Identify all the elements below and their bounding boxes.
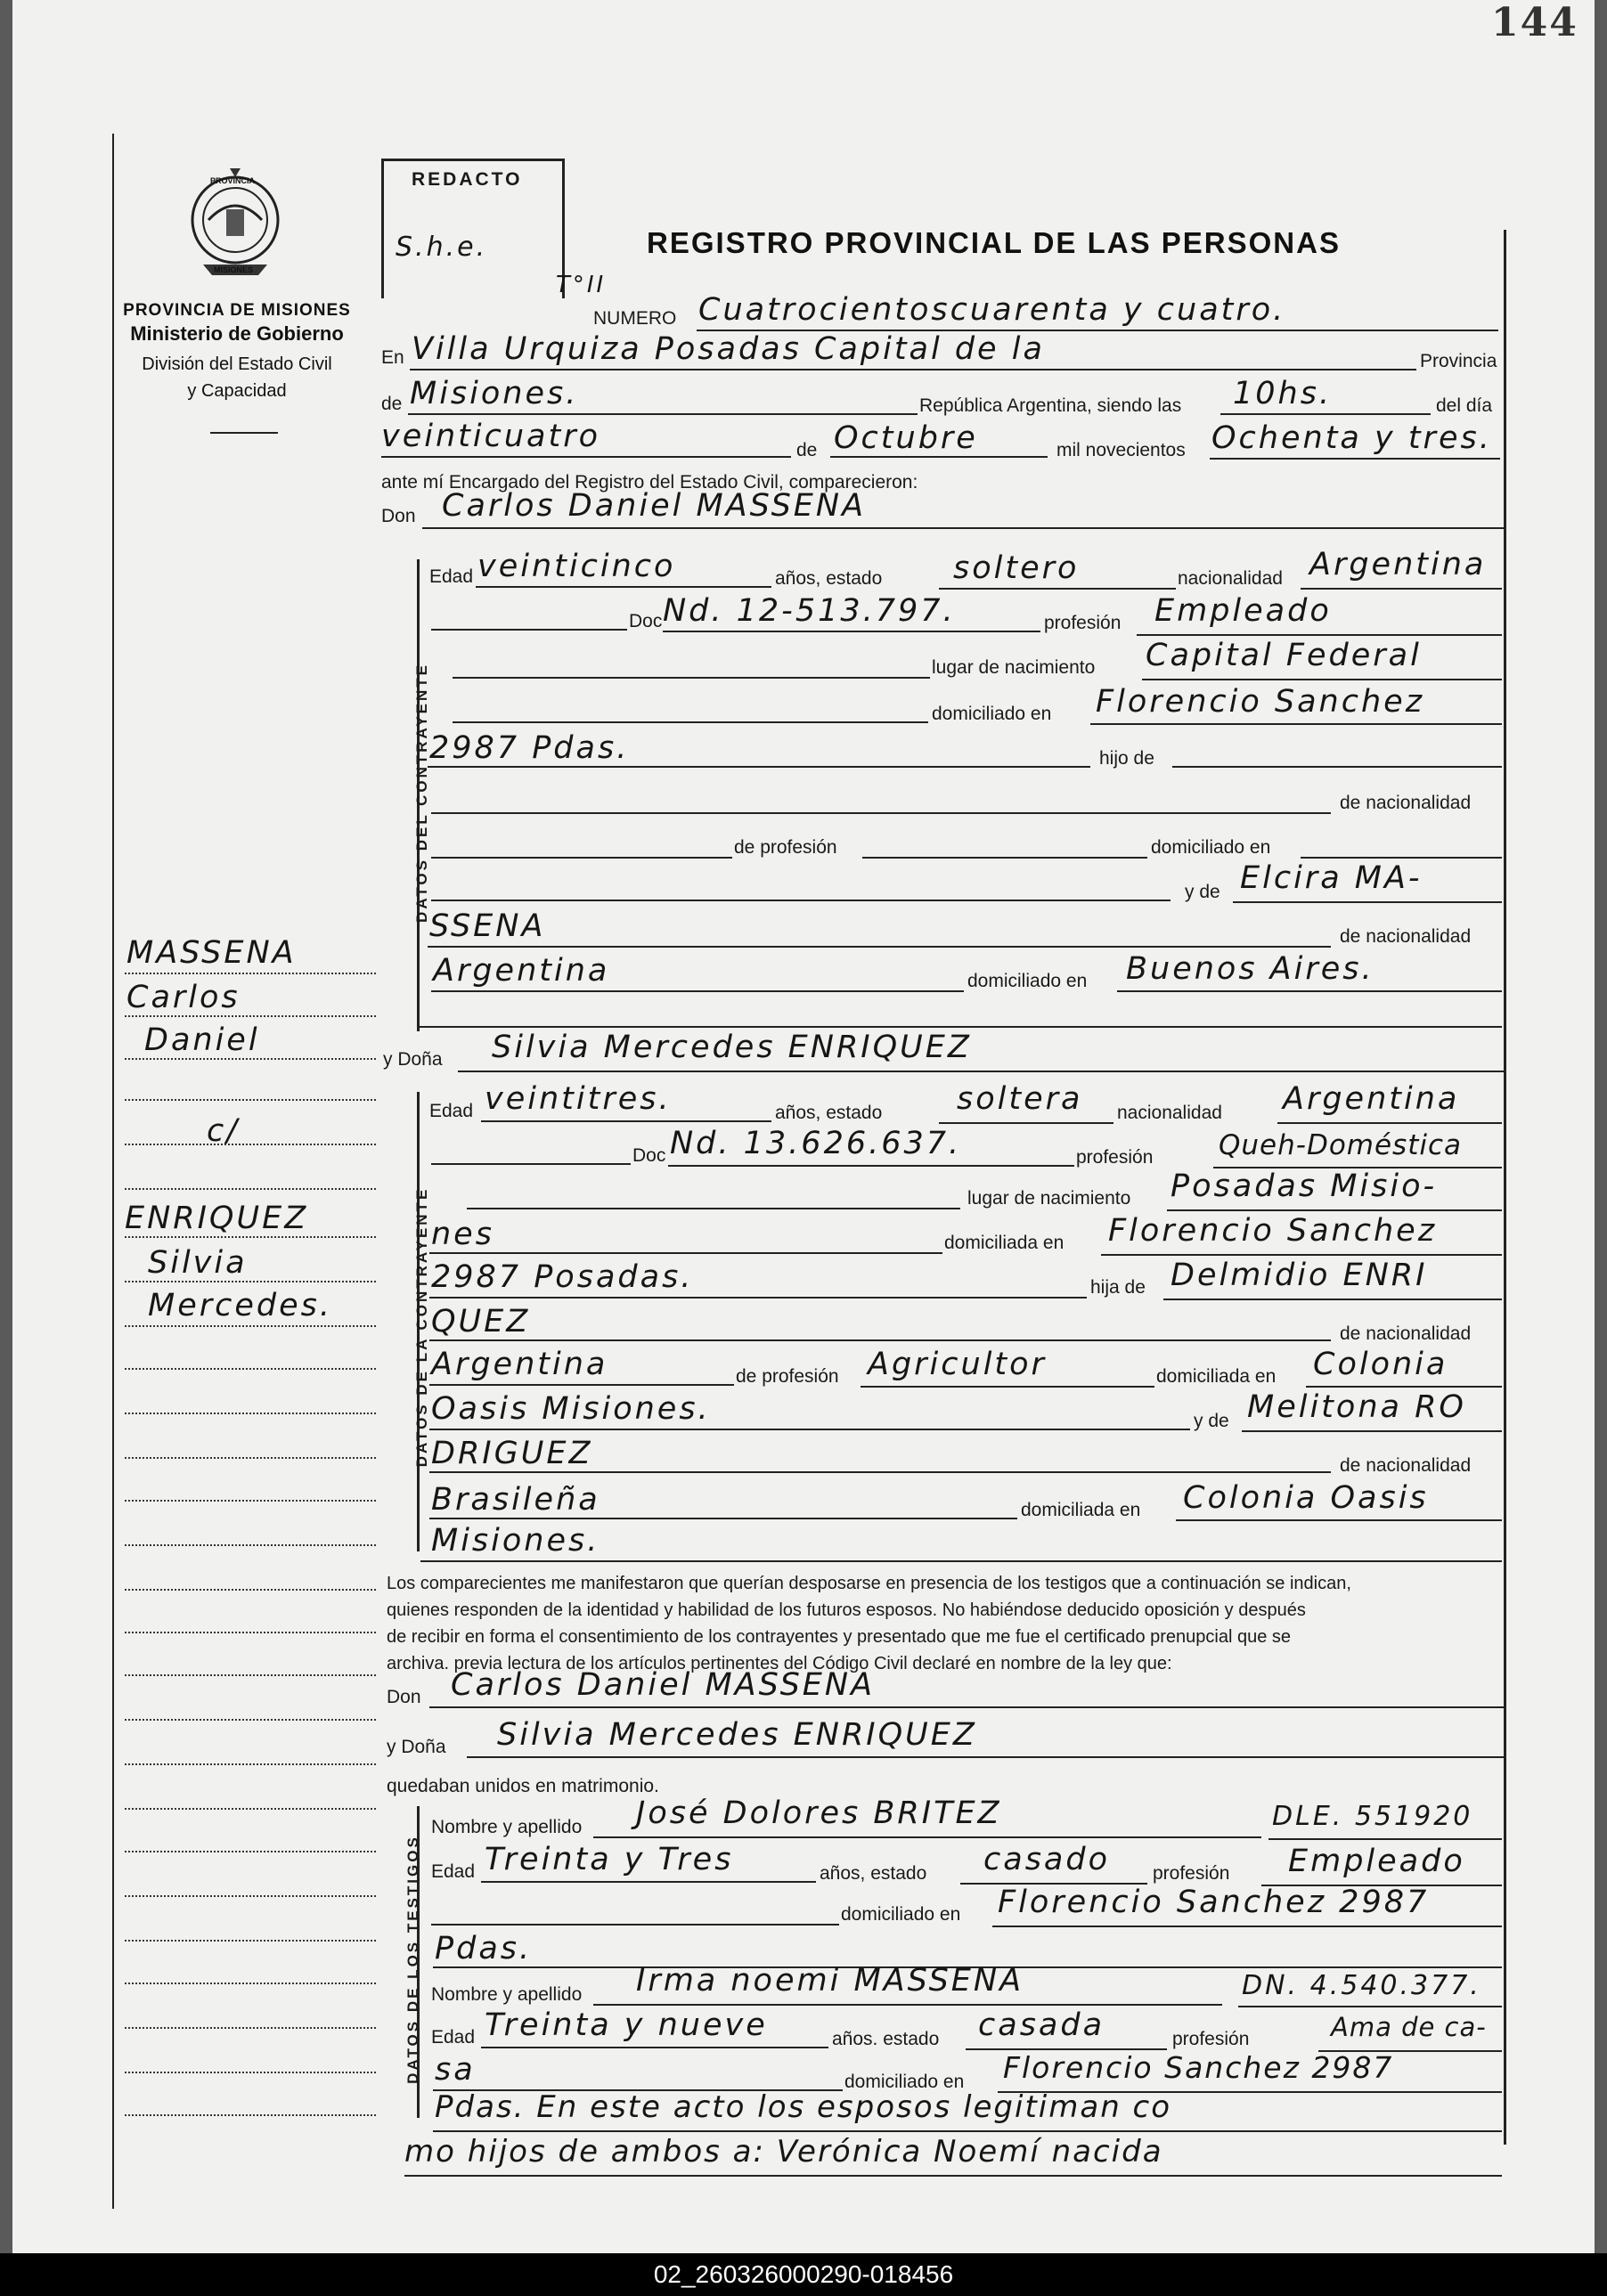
- contrayente1-lugar-nac: Capital Federal: [1146, 638, 1422, 673]
- hijo-label: hijo de: [1099, 748, 1154, 769]
- en-label: En: [381, 347, 404, 368]
- domicilio2-label: domiciliada en: [944, 1233, 1065, 1253]
- testigo2-profesion2: sa: [435, 2052, 476, 2088]
- mes-value: Octubre: [834, 420, 978, 456]
- nacionalidad-label: nacionalidad: [1178, 568, 1283, 589]
- y-de-label: y de: [1185, 882, 1220, 902]
- contrayente2-domicilio: Florencio Sanchez: [1108, 1213, 1438, 1249]
- nota-line2: mo hijos de ambos a: Verónica Noemí nacida: [404, 2134, 1163, 2170]
- contrayente1-doc: Nd. 12-513.797.: [663, 593, 956, 629]
- letterhead-divider: [210, 432, 278, 434]
- lugar-nac2-label: lugar de nacimiento: [967, 1188, 1131, 1209]
- contrayente2-padre-domicilio2: Oasis Misiones.: [431, 1391, 711, 1427]
- contrayente2-madre-domicilio2: Misiones.: [431, 1523, 600, 1559]
- contrayente1-section-label: DATOS DEL CONTRAYENTE: [413, 663, 430, 923]
- provincia-label: Provincia: [1420, 351, 1497, 371]
- numero-label: NUMERO: [593, 308, 677, 329]
- testigo2-nombre: Irma noemi MASSENA: [636, 1963, 1024, 1999]
- contrayente1-madre-domicilio: Buenos Aires.: [1126, 951, 1375, 987]
- nota-line1: Pdas. En este acto los esposos legitiman co: [435, 2089, 1172, 2125]
- de-profesion2-label: de profesión: [736, 1366, 839, 1387]
- contrayente2-lugar-nac2: nes: [431, 1217, 494, 1252]
- declaracion-dona-label: y Doña: [387, 1737, 446, 1757]
- margin-line2: Carlos: [126, 980, 241, 1015]
- de-nacionalidad-label: de nacionalidad: [1340, 793, 1472, 813]
- contrayente2-doc: Nd. 13.626.637.: [670, 1126, 962, 1161]
- testigos-section-label: DATOS DE LOS TESTIGOS: [404, 1835, 421, 2084]
- contrayente1-madre2: SSENA: [429, 908, 546, 944]
- de-mes-label: de: [796, 440, 818, 460]
- t1-edad-label: Edad: [431, 1861, 476, 1882]
- contrayente2-padre: Delmidio ENRI: [1171, 1258, 1428, 1293]
- contrayente2-madre-domicilio: Colonia Oasis: [1183, 1480, 1429, 1516]
- de-nacionalidad2-label: de nacionalidad: [1340, 926, 1472, 947]
- anio-value: Ochenta y tres.: [1211, 420, 1492, 456]
- y-de2-label: y de: [1194, 1411, 1229, 1431]
- contrayente2-profesion: Queh-Doméstica: [1219, 1129, 1463, 1161]
- profesion2-label: profesión: [1076, 1147, 1154, 1168]
- edad2-label: Edad: [429, 1101, 474, 1121]
- binding-line: [112, 134, 114, 2209]
- quedaban-text: quedaban unidos en matrimonio.: [387, 1776, 659, 1796]
- redacto-value: S.h.e.: [396, 232, 488, 263]
- division-line1: División del Estado Civil: [142, 354, 332, 374]
- de-label: de: [381, 394, 403, 414]
- republica-label: República Argentina, siendo las: [919, 395, 1182, 416]
- testigo1-edad: Treinta y Tres: [485, 1842, 734, 1877]
- testigo1-estado: casado: [983, 1842, 1111, 1877]
- contrayente1-nombre: Carlos Daniel MASSENA: [442, 488, 867, 524]
- margin-line7: Mercedes.: [148, 1288, 333, 1323]
- contrayente2-madre2: DRIGUEZ: [431, 1436, 593, 1471]
- mil-label: mil novecientos: [1056, 440, 1186, 460]
- testigo1-doc: DLE. 551920: [1272, 1801, 1473, 1832]
- de-nacionalidad4-label: de nacionalidad: [1340, 1455, 1472, 1476]
- testigo1-nombre: José Dolores BRITEZ: [636, 1795, 1002, 1831]
- nacionalidad2-label: nacionalidad: [1117, 1103, 1222, 1123]
- margin-line6: Silvia: [148, 1245, 248, 1281]
- contrayente2-nombre: Silvia Mercedes ENRIQUEZ: [492, 1030, 972, 1065]
- profesion-label: profesión: [1044, 613, 1122, 633]
- margin-line4: c/: [207, 1113, 241, 1149]
- don-label: Don: [381, 506, 416, 526]
- hija-label: hija de: [1090, 1277, 1146, 1298]
- testigo1-profesion: Empleado: [1288, 1844, 1465, 1879]
- contrayente2-padre-nacionalidad: Argentina: [431, 1347, 608, 1382]
- t2-edad-label: Edad: [431, 2027, 476, 2048]
- dia-value: veinticuatro: [381, 419, 600, 454]
- declaracion-line4: archiva. previa lectura de los artículos pertinentes del Código Civil declaré en nombre de la ley que:: [387, 1654, 1172, 1673]
- t1-domicilio-label: domiciliado en: [841, 1904, 961, 1925]
- contrayente2-edad: veintitres.: [485, 1081, 672, 1117]
- domicilio-label: domiciliado en: [932, 704, 1052, 724]
- margin-line3: Daniel: [144, 1022, 260, 1058]
- contrayente2-lugar-nac: Posadas Misio-: [1171, 1168, 1438, 1204]
- footer-id: 02_260326000290-018456: [0, 2253, 1607, 2296]
- ministry-name: Ministerio de Gobierno: [130, 322, 344, 345]
- contrayente1-profesion: Empleado: [1154, 593, 1332, 629]
- del-dia-label: del día: [1436, 395, 1493, 416]
- testigo2-profesion: Ama de ca-: [1331, 2012, 1487, 2042]
- estado-label: años, estado: [775, 568, 883, 589]
- division-line2: y Capacidad: [187, 381, 287, 401]
- contrayente1-madre: Elcira MA-: [1240, 860, 1423, 896]
- declaracion-dona: Silvia Mercedes ENRIQUEZ: [497, 1717, 977, 1753]
- dona-label: y Doña: [383, 1049, 443, 1070]
- contrayente1-madre-nacionalidad: Argentina: [433, 953, 610, 989]
- lugar-value: Villa Urquiza Posadas Capital de la: [412, 331, 1045, 367]
- edad-label: Edad: [429, 566, 474, 587]
- madre-domicilio-label: domiciliado en: [967, 971, 1088, 991]
- testigo2-domicilio: Florencio Sanchez 2987: [1003, 2050, 1394, 2085]
- estado2-label: años, estado: [775, 1103, 883, 1123]
- contrayente2-madre: Melitona RO: [1247, 1389, 1466, 1425]
- contrayente2-section-label: DATOS DE LA CONTRAYENTE: [413, 1186, 430, 1468]
- madre-domicilio2-label: domiciliada en: [1021, 1500, 1141, 1520]
- redacto-label: REDACTO: [412, 169, 523, 190]
- document-page: [12, 0, 1595, 2253]
- lugar-nac-label: lugar de nacimiento: [932, 657, 1096, 678]
- contrayente2-domicilio2: 2987 Posadas.: [431, 1259, 694, 1295]
- testigo1-domicilio: Florencio Sanchez 2987: [998, 1885, 1430, 1920]
- contrayente2-estado: soltera: [957, 1081, 1083, 1117]
- testigo2-doc: DN. 4.540.377.: [1242, 1970, 1481, 2001]
- declaracion-line1: Los comparecientes me manifestaron que querían desposarse en presencia de los testigos que a continuación se indican,: [387, 1574, 1351, 1593]
- contrayente1-estado: soltero: [953, 550, 1080, 586]
- hora-value: 10hs.: [1233, 376, 1333, 411]
- declaracion-don: Carlos Daniel MASSENA: [451, 1667, 876, 1703]
- doc-label: Doc: [629, 611, 663, 631]
- ante-label: ante mí Encargado del Registro del Estado Civil, comparecieron:: [381, 472, 918, 493]
- contrayente2-padre2: QUEZ: [431, 1304, 531, 1339]
- right-border: [1504, 230, 1506, 2145]
- margin-line1: MASSENA: [126, 935, 297, 971]
- seal-bottom-text: MISIONES: [214, 265, 254, 274]
- t1-nombre-label: Nombre y apellido: [431, 1817, 583, 1837]
- registry-title: REGISTRO PROVINCIAL DE LAS PERSONAS: [647, 226, 1341, 259]
- contrayente2-padre-domicilio: Colonia: [1313, 1347, 1448, 1382]
- de-profesion-label: de profesión: [734, 837, 837, 858]
- contrayente2-nacionalidad: Argentina: [1283, 1081, 1460, 1117]
- declaracion-line2: quienes responden de la identidad y habilidad de los futuros esposos. No habiéndose deducido oposición y después: [387, 1600, 1306, 1620]
- contrayente2-madre-nacionalidad: Brasileña: [431, 1482, 600, 1518]
- testigo2-estado: casada: [978, 2007, 1105, 2043]
- declaracion-line3: de recibir en forma el consentimiento de los contrayentes y presentado que me fue el certificado prenupcial que se: [387, 1627, 1292, 1647]
- t2-domicilio-label: domiciliado en: [844, 2072, 965, 2092]
- contrayente2-padre-profesion: Agricultor: [868, 1347, 1047, 1382]
- contrayente1-nacionalidad: Argentina: [1309, 547, 1487, 582]
- doc2-label: Doc: [632, 1145, 666, 1166]
- t2-nombre-label: Nombre y apellido: [431, 1984, 583, 2005]
- declaracion-don-label: Don: [387, 1687, 421, 1707]
- contrayente1-edad: veinticinco: [477, 549, 676, 584]
- contrayente1-domicilio: Florencio Sanchez: [1096, 684, 1425, 720]
- testigo1-domicilio2: Pdas.: [435, 1931, 533, 1966]
- tomo: T°II: [556, 272, 607, 298]
- provincia-value: Misiones.: [410, 376, 579, 411]
- domiciliada-en-label: domiciliada en: [1156, 1366, 1277, 1387]
- domiciliado-en-label: domiciliado en: [1151, 837, 1271, 858]
- page-number: 144: [1491, 0, 1578, 45]
- province-name: PROVINCIA DE MISIONES: [123, 301, 351, 320]
- seal-top-text: PROVINCIA: [210, 176, 256, 185]
- contrayente1-domicilio2: 2987 Pdas.: [429, 730, 630, 766]
- de-nacionalidad3-label: de nacionalidad: [1340, 1323, 1472, 1344]
- numero-value: Cuatrocientoscuarenta y cuatro.: [698, 292, 1286, 328]
- t2-estado-label: años. estado: [832, 2029, 940, 2049]
- t2-profesion-label: profesión: [1172, 2029, 1250, 2049]
- margin-line5: ENRIQUEZ: [125, 1201, 309, 1236]
- t1-profesion-label: profesión: [1153, 1863, 1230, 1884]
- testigo2-edad: Treinta y nueve: [485, 2007, 768, 2043]
- t1-estado-label: años, estado: [820, 1863, 927, 1884]
